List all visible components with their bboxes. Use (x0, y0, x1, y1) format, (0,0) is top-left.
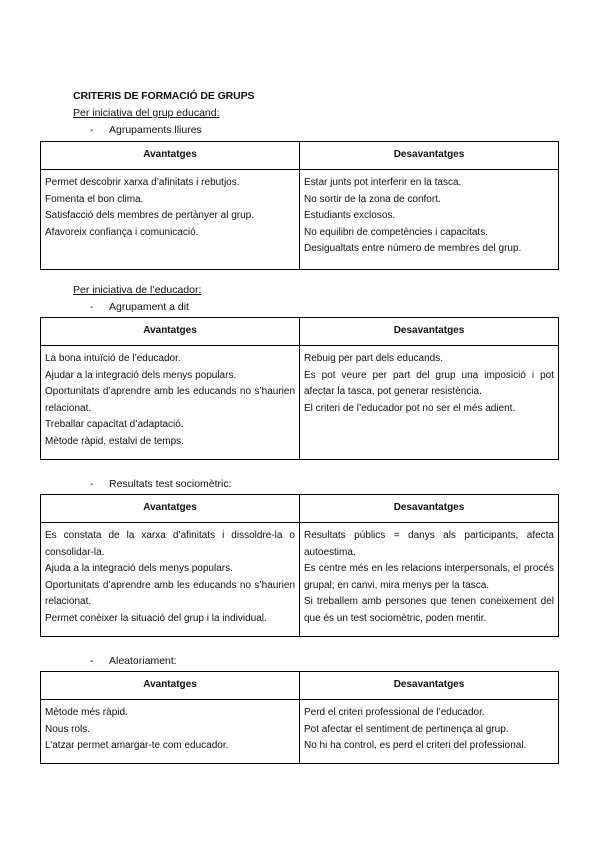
adv-item: Mètode ràpid, estalvi de temps. (45, 435, 184, 447)
section2-bullet-text: Agrupament a dit (109, 301, 189, 313)
disadvantages-header: Desavantatges (300, 142, 559, 170)
disadvantages-header: Desavantatges (300, 672, 559, 700)
advantages-header: Avantatges (41, 495, 300, 523)
bullet-dash: - (90, 478, 94, 490)
dis-item: Si treballem amb persones que tenen coneixement del que és un test sociomètric, poden mentir. (304, 596, 554, 624)
section1-heading-colon: : (216, 107, 220, 119)
section4-bullet (90, 655, 177, 667)
bullet-dash: - (90, 124, 94, 136)
adv-item: Afavoreix confiança i comunicació. (45, 226, 199, 238)
advantages-header: Avantatges (41, 672, 300, 700)
disadvantages-cell (300, 170, 559, 270)
section3-bullet-text: Resultats test sociomètric: (109, 478, 232, 490)
dis-item: Perd el criteri professional de l’educador. (304, 707, 485, 718)
dis-item: Estudiants exclosos. (304, 210, 396, 221)
section4-bullet-text: Aleatoriament: (109, 655, 177, 667)
advantages-header: Avantatges (41, 318, 300, 346)
adv-item: La bona intuïció de l’educador. (45, 353, 181, 364)
section3-table (40, 494, 559, 637)
section1-table (40, 141, 559, 270)
disadvantages-cell (300, 346, 559, 460)
dis-item: No sortir de la zona de confort. (304, 193, 441, 205)
bullet-dash: - (90, 301, 94, 313)
section1-heading-text: Per iniciativa del grup educand (73, 107, 217, 119)
section1-bullet (90, 124, 202, 136)
advantages-cell (41, 523, 300, 637)
adv-item: Satisfacció dels membres de pertànyer al grup. (45, 210, 254, 221)
dis-item: No equilibri de competències i capacitats. (304, 226, 488, 238)
dis-item: Desigualtats entre número de membres del grup. (304, 243, 522, 254)
advantages-cell (41, 346, 300, 460)
adv-item: L’atzar permet amargar-te com educador. (45, 740, 229, 751)
dis-item: No hi ha control, es perd el criteri del professional. (304, 740, 527, 751)
section1-bullet-text: Agrupaments lliures (109, 124, 202, 136)
disadvantages-cell (300, 523, 559, 637)
adv-item: Permet conèixer la situació del grup i la individual. (45, 612, 267, 624)
section2-table (40, 317, 559, 460)
adv-item: Mètode més ràpid. (45, 707, 128, 718)
adv-item: Permet descobrir xarxa d’afinitats i rebutjos. (45, 177, 240, 188)
disadvantages-header: Desavantatges (300, 318, 559, 346)
adv-item: Oportunitats d’aprendre amb les educands no s’haurien relacionat. (45, 579, 295, 607)
bullet-dash: - (90, 655, 94, 667)
section2-heading-colon: : (198, 284, 202, 296)
page-title: CRITERIS DE FORMACIÓ DE GRUPS (73, 90, 255, 102)
adv-item: Nous rols. (45, 723, 91, 735)
section2-heading (73, 284, 201, 296)
adv-item: Es constata de la xarxa d’afinitats i dissoldre-la o consolidar-la. (45, 530, 295, 558)
advantages-header: Avantatges (41, 142, 300, 170)
section1-heading (73, 107, 220, 119)
disadvantages-cell (300, 700, 559, 764)
adv-item: Ajudar a la integració dels menys populars. (45, 369, 237, 381)
section3-bullet (90, 478, 232, 490)
advantages-cell (41, 700, 300, 764)
dis-item: Es pot veure per part del grup una imposició i pot afectar la tasca, pot generar resistència. (304, 369, 554, 397)
dis-item: El criteri de l’educador pot no ser el més adient. (304, 402, 516, 414)
adv-item: Oportunitats d’aprendre amb les educands no s’haurien relacionat. (45, 386, 295, 414)
advantages-cell (41, 170, 300, 270)
section4-table (40, 671, 559, 764)
dis-item: Pot afectar el sentiment de pertinença al grup. (304, 723, 509, 735)
section2-heading-text: Per iniciativa de l’educador (73, 284, 199, 296)
dis-item: Resultats públics = danys als participants, afecta autoestima. (304, 530, 554, 558)
adv-item: Treballar capacitat d’adaptació. (45, 419, 184, 430)
adv-item: Ajuda a la integració dels menys populars. (45, 563, 233, 574)
adv-item: Fomenta el bon clima. (45, 193, 144, 205)
dis-item: Es centre més en les relacions interpersonals, el procés grupal; en canvi, mira menys per la tasca. (304, 563, 554, 591)
section2-bullet (90, 301, 189, 313)
dis-item: Estar junts pot interferir en la tasca. (304, 177, 462, 188)
disadvantages-header: Desavantatges (300, 495, 559, 523)
dis-item: Rebuig per part dels educands. (304, 353, 443, 364)
